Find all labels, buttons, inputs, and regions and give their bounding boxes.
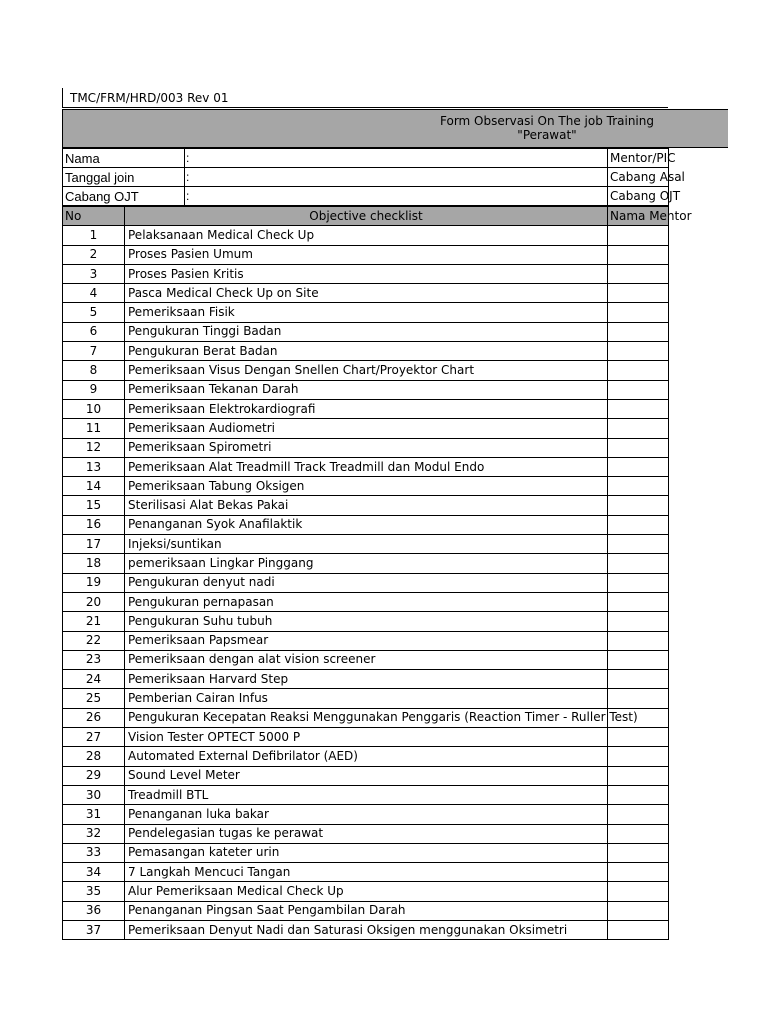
item-mentor-cell[interactable]: [608, 650, 669, 669]
item-number: 12: [63, 438, 125, 457]
item-number: 31: [63, 805, 125, 824]
item-mentor-cell[interactable]: [608, 380, 669, 399]
item-mentor-cell[interactable]: [608, 901, 669, 920]
item-number: 26: [63, 708, 125, 727]
table-row: [63, 901, 669, 920]
item-mentor-cell[interactable]: [608, 689, 669, 708]
item-number: 32: [63, 824, 125, 843]
item-number: 36: [63, 901, 125, 920]
item-objective: Pemberian Cairan Infus: [125, 689, 608, 708]
item-mentor-cell[interactable]: [608, 612, 669, 631]
item-objective: Sterilisasi Alat Bekas Pakai: [125, 496, 608, 515]
item-objective: pemeriksaan Lingkar Pinggang: [125, 554, 608, 573]
item-objective: Pemeriksaan Visus Dengan Snellen Chart/Proyektor Chart: [125, 361, 608, 380]
item-mentor-cell[interactable]: [608, 457, 669, 476]
info-table: [62, 148, 685, 206]
table-row: [63, 708, 669, 727]
item-objective: Automated External Defibrilator (AED): [125, 747, 608, 766]
table-row: [63, 496, 669, 515]
item-mentor-cell[interactable]: [608, 264, 669, 283]
item-number: 4: [63, 284, 125, 303]
item-mentor-cell[interactable]: [608, 284, 669, 303]
item-number: 23: [63, 650, 125, 669]
item-objective: Pemeriksaan Harvard Step: [125, 670, 608, 689]
form-title-line1: Form Observasi On The job Training: [440, 114, 654, 128]
item-objective: Pengukuran Kecepatan Reaksi Menggunakan Penggaris (Reaction Timer - Ruller Test): [125, 708, 608, 727]
item-number: 29: [63, 766, 125, 785]
item-objective: Pemeriksaan Denyut Nadi dan Saturasi Oksigen menggunakan Oksimetri: [125, 920, 608, 939]
info-row: [63, 187, 669, 206]
item-number: 5: [63, 303, 125, 322]
table-row: [63, 573, 669, 592]
item-mentor-cell[interactable]: [608, 670, 669, 689]
table-row: [63, 592, 669, 611]
table-row: [63, 689, 669, 708]
table-row: [63, 264, 669, 283]
item-objective: Injeksi/suntikan: [125, 535, 608, 554]
item-objective: Pendelegasian tugas ke perawat: [125, 824, 608, 843]
table-row: [63, 670, 669, 689]
item-objective: Pasca Medical Check Up on Site: [125, 284, 608, 303]
item-objective: Pemeriksaan Elektrokardiografi: [125, 399, 608, 418]
header-mentor: Nama Mentor: [608, 207, 669, 226]
item-mentor-cell[interactable]: [608, 361, 669, 380]
item-number: 37: [63, 920, 125, 939]
item-objective: Pemeriksaan Tabung Oksigen: [125, 477, 608, 496]
item-mentor-cell[interactable]: [608, 863, 669, 882]
item-number: 3: [63, 264, 125, 283]
item-objective: Pemeriksaan Alat Treadmill Track Treadmill dan Modul Endo: [125, 457, 608, 476]
item-mentor-cell[interactable]: [608, 342, 669, 361]
item-mentor-cell[interactable]: [608, 573, 669, 592]
item-objective: Pengukuran denyut nadi: [125, 573, 608, 592]
item-number: 14: [63, 477, 125, 496]
item-number: 20: [63, 592, 125, 611]
table-row: [63, 612, 669, 631]
item-number: 7: [63, 342, 125, 361]
header-no: No: [63, 207, 125, 226]
form-sheet: [62, 88, 692, 948]
info-label: Nama: [63, 149, 185, 168]
info-value-field[interactable]: :: [185, 187, 608, 206]
item-objective: Penanganan Pingsan Saat Pengambilan Darah: [125, 901, 608, 920]
item-number: 10: [63, 399, 125, 418]
item-number: 18: [63, 554, 125, 573]
item-objective: Alur Pemeriksaan Medical Check Up: [125, 882, 608, 901]
item-mentor-cell[interactable]: [608, 535, 669, 554]
item-mentor-cell[interactable]: [608, 496, 669, 515]
table-row: [63, 303, 669, 322]
table-row: [63, 920, 669, 939]
item-number: 22: [63, 631, 125, 650]
item-objective: Pemasangan kateter urin: [125, 843, 608, 862]
table-row: [63, 728, 669, 747]
item-mentor-cell[interactable]: [608, 226, 669, 245]
item-objective: Penanganan Syok Anafilaktik: [125, 515, 608, 534]
item-number: 35: [63, 882, 125, 901]
item-objective: Proses Pasien Umum: [125, 245, 608, 264]
item-number: 27: [63, 728, 125, 747]
table-row: [63, 554, 669, 573]
item-objective: Pemeriksaan Audiometri: [125, 419, 608, 438]
table-row: [63, 245, 669, 264]
item-number: 1: [63, 226, 125, 245]
table-row: [63, 650, 669, 669]
item-mentor-cell[interactable]: [608, 419, 669, 438]
item-objective: Pengukuran pernapasan: [125, 592, 608, 611]
form-title-line2: "Perawat": [517, 128, 577, 142]
header-objective: Objective checklist: [125, 207, 608, 226]
item-mentor-cell[interactable]: [608, 322, 669, 341]
item-objective: Pengukuran Tinggi Badan: [125, 322, 608, 341]
item-mentor-cell[interactable]: [608, 592, 669, 611]
item-mentor-cell[interactable]: [608, 882, 669, 901]
item-mentor-cell[interactable]: [608, 843, 669, 862]
table-row: [63, 419, 669, 438]
info-label: Tanggal join: [63, 168, 185, 187]
item-objective: Penanganan luka bakar: [125, 805, 608, 824]
table-row: [63, 322, 669, 341]
item-number: 15: [63, 496, 125, 515]
item-mentor-cell[interactable]: [608, 728, 669, 747]
item-mentor-cell[interactable]: [608, 747, 669, 766]
item-objective: Sound Level Meter: [125, 766, 608, 785]
info-right-label: Cabang Asal: [608, 168, 669, 187]
item-objective: Pemeriksaan Papsmear: [125, 631, 608, 650]
table-row: [63, 535, 669, 554]
table-row: [63, 284, 669, 303]
info-value-field[interactable]: :: [185, 168, 608, 187]
item-objective: Pemeriksaan Tekanan Darah: [125, 380, 608, 399]
table-row: [63, 631, 669, 650]
item-mentor-cell[interactable]: [608, 824, 669, 843]
item-number: 11: [63, 419, 125, 438]
item-objective: Pengukuran Suhu tubuh: [125, 612, 608, 631]
table-row: [63, 380, 669, 399]
table-row: [63, 805, 669, 824]
table-row: [63, 361, 669, 380]
info-value-field[interactable]: :: [185, 149, 608, 168]
item-number: 33: [63, 843, 125, 862]
table-row: [63, 226, 669, 245]
item-mentor-cell[interactable]: [608, 920, 669, 939]
item-mentor-cell[interactable]: [608, 438, 669, 457]
info-label: Cabang OJT: [63, 187, 185, 206]
item-number: 6: [63, 322, 125, 341]
table-row: [63, 342, 669, 361]
item-mentor-cell[interactable]: [608, 303, 669, 322]
table-row: [63, 477, 669, 496]
checklist-table: [62, 206, 692, 940]
item-number: 25: [63, 689, 125, 708]
item-objective: Treadmill BTL: [125, 785, 608, 804]
table-row: [63, 824, 669, 843]
item-objective: Vision Tester OPTECT 5000 P: [125, 728, 608, 747]
item-mentor-cell[interactable]: [608, 766, 669, 785]
info-right-label: Cabang OJT: [608, 187, 669, 206]
item-number: 13: [63, 457, 125, 476]
info-right-label: Mentor/PIC: [608, 149, 669, 168]
table-row: [63, 882, 669, 901]
item-number: 24: [63, 670, 125, 689]
item-number: 16: [63, 515, 125, 534]
table-row: [63, 457, 669, 476]
item-mentor-cell[interactable]: [608, 805, 669, 824]
item-number: 28: [63, 747, 125, 766]
item-number: 19: [63, 573, 125, 592]
item-number: 30: [63, 785, 125, 804]
item-mentor-cell[interactable]: [608, 631, 669, 650]
item-mentor-cell[interactable]: [608, 785, 669, 804]
form-code: TMC/FRM/HRD/003 Rev 01: [62, 88, 668, 108]
table-row: [63, 399, 669, 418]
item-objective: Pemeriksaan Spirometri: [125, 438, 608, 457]
item-mentor-cell[interactable]: [608, 399, 669, 418]
table-row: [63, 515, 669, 534]
item-number: 17: [63, 535, 125, 554]
info-row: [63, 149, 669, 168]
item-mentor-cell[interactable]: [608, 554, 669, 573]
item-objective: 7 Langkah Mencuci Tangan: [125, 863, 608, 882]
item-number: 8: [63, 361, 125, 380]
item-number: 34: [63, 863, 125, 882]
table-row: [63, 785, 669, 804]
item-mentor-cell[interactable]: [608, 477, 669, 496]
table-row: [63, 843, 669, 862]
item-objective: Pelaksanaan Medical Check Up: [125, 226, 608, 245]
item-objective: Pengukuran Berat Badan: [125, 342, 608, 361]
item-objective: Pemeriksaan dengan alat vision screener: [125, 650, 608, 669]
item-mentor-cell[interactable]: [608, 245, 669, 264]
item-number: 2: [63, 245, 125, 264]
table-row: [63, 766, 669, 785]
item-mentor-cell[interactable]: [608, 515, 669, 534]
checklist-header: [63, 207, 669, 226]
item-objective: Pemeriksaan Fisik: [125, 303, 608, 322]
info-row: [63, 168, 669, 187]
table-row: [63, 863, 669, 882]
table-row: [63, 747, 669, 766]
item-number: 9: [63, 380, 125, 399]
item-objective: Proses Pasien Kritis: [125, 264, 608, 283]
item-number: 21: [63, 612, 125, 631]
table-row: [63, 438, 669, 457]
